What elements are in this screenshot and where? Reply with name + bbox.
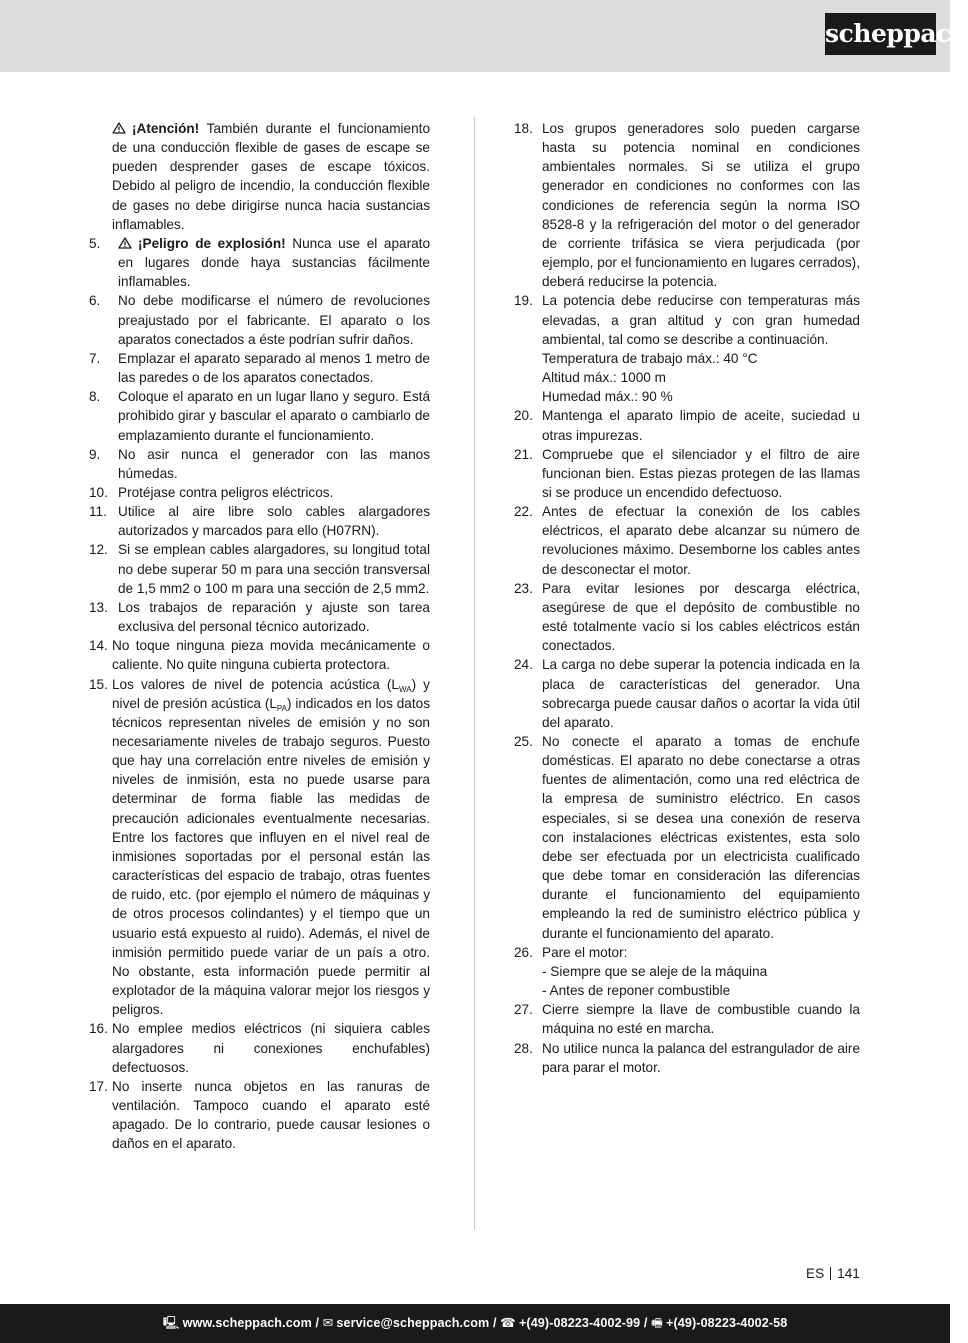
fax-icon: 🖷 [651,1316,664,1330]
item-text: Si se emplean cables alargadores, su longitud total no debe superar 50 m para una sección transversal de 1,5 mm2 o 100 m para una sección de 2,5 mm2. [118,542,430,596]
noise-text-3: ) indicados en los datos técnicos representan niveles de emisión y no son necesariamente niveles de trabajo seguros. Puesto que hay una correlación entre niveles de emisión y niveles de inmisión, esta no puede usarse para determinar de forma fiable las medidas de precaución adicionales eventualmente necesarias. Entre los factores que influyen en el nivel real de inmisiones soportadas por el personal están las características del espacio de trabajo, otras fuentes de ruido, etc. (por ejemplo el número de máquinas y de otros procesos colindantes) y el tiempo que un usuario está expuesto al ruido). Además, el nivel de inmisión permitido puede variar de un país a otro. No obstante, esta información puede permitir al explotador de la máquina valorar mejor los riesgos y peligros. [112,695,430,1018]
max-temperature: Temperatura de trabajo máx.: 40 °C [542,350,758,366]
list-item [89,445,430,483]
item-number: 17. [89,1078,108,1094]
page-number-separator [830,1267,831,1280]
list-item [514,119,860,291]
noise-text-2: ) y nivel de presión acústica (L [112,676,430,711]
email-link[interactable]: service@scheppach.com [336,1316,490,1330]
explosion-text: Nunca use el aparato en lugares donde haya sustancias fácilmente inflamables. [118,235,430,290]
item-text: Cierre siempre la llave de combustible cuando la máquina no esté en marcha. [542,1002,860,1037]
item-text: No debe modificarse el número de revoluciones preajustado por el fabricante. El aparato o los aparatos conectados a éste podrían sufrir daños. [118,293,430,347]
list-item [89,502,430,540]
page-number-value: 141 [837,1266,860,1281]
item-number: 22. [514,504,533,520]
phone-icon: ☎ [500,1316,516,1330]
list-item [514,445,860,502]
item-text: Utilice al aire libre solo cables alargadores autorizados y marcados para ello (H07RN). [118,504,430,539]
max-altitude: Altitud máx.: 1000 m [542,370,666,386]
header-band [0,0,950,72]
item-text: Emplazar el aparato separado al menos 1 metro de las paredes o de los aparatos conectados. [118,350,430,386]
list-item [514,291,860,406]
warning-triangle-icon [112,122,126,134]
item-number: 23. [514,580,533,596]
item-number: 25. [514,734,533,749]
explosion-lead: ¡Peligro de explosión! [138,235,286,251]
item-number: 16. [89,1021,108,1037]
list-item [514,655,860,732]
item-number: 21. [514,446,533,462]
item-text-main: Pare el motor: [542,944,628,960]
item-text [112,675,430,1020]
stop-condition-2: - Antes de reponer combustible [542,983,731,999]
item-text: Mantenga el aparato limpio de aceite, suciedad u otras impurezas. [542,408,860,443]
item-number: 28. [514,1040,533,1056]
website-link[interactable]: www.scheppach.com [182,1316,312,1330]
item-number: 11. [89,504,107,520]
item-text: Los grupos generadores solo pueden cargarse hasta su potencia nominal en condiciones ambientales normales. Si se utiliza el grupo generador en condiciones no conformes con las condiciones de referencia según la norma ISO 8528-8 y la refrigeración del motor o del generador de corriente trifásica se viera perjudicada (por ejemplo, por el funcionamiento en lugares cerrados), deberá reducirse la potencia. [542,121,860,290]
fax-number[interactable]: +(49)-08223-4002-58 [666,1316,788,1330]
item-number: 24. [514,657,533,673]
item-number: 8. [89,389,101,405]
attention-text: También durante el funcionamiento de una conducción flexible de gases de escape se pueden desprender gases de escape tóxicos. Debido al peligro de incendio, la conducción flexible de gases no debe dirigirse nunca hacia sustancias inflamables. [112,121,430,232]
right-column [514,119,860,1077]
list-item [514,732,860,943]
item-number: 12. [89,542,108,558]
footer-separator: / [489,1316,501,1330]
item-text: Coloque el aparato en un lugar llano y seguro. Está prohibido girar y bascular el aparato o cambiarlo de emplazamiento durante el funcionamiento. [118,389,430,443]
noise-sub-pa: PA [276,703,287,713]
warning-triangle-icon [118,237,132,249]
item-number: 6. [89,293,101,309]
left-column [89,119,430,1153]
noise-text-1: Los valores de nivel de potencia acústica (L [112,676,399,692]
item-text [542,291,860,406]
list-item [514,502,860,579]
item-text: Los trabajos de reparación y ajuste son tarea exclusiva del personal técnico autorizado. [118,599,430,635]
attention-lead: ¡Atención! [132,121,200,136]
item-number: 26. [514,944,533,960]
item-text [118,234,430,291]
list-item [89,636,430,674]
page-number [806,1266,860,1282]
list-item [514,579,860,656]
item-text: Protéjase contra peligros eléctricos. [118,484,334,500]
list-item [89,387,430,444]
item-text [542,943,860,1000]
max-humidity: Humedad máx.: 90 % [542,389,673,405]
item-number: 7. [89,350,101,366]
list-item [89,1019,430,1076]
list-item [89,234,430,291]
item-number: 14. [89,638,108,654]
item-text: No utilice nunca la palanca del estrangulador de aire para parar el motor. [542,1040,860,1075]
item-text: No emplee medios eléctricos (ni siquiera cables alargadores ni conexiones enchufables) defectuosos. [112,1021,430,1075]
item-number: 5. [89,235,101,251]
item-number: 9. [89,446,101,462]
list-item [89,349,430,387]
item-text: No inserte nunca objetos en las ranuras de ventilación. Tampoco cuando el aparato esté apagado. De lo contrario, puede causar lesiones o daños en el aparato. [112,1078,430,1152]
list-item [514,943,860,1000]
column-divider [474,117,475,1230]
list-item [89,1077,430,1154]
phone-number[interactable]: +(49)-08223-4002-99 [518,1316,641,1330]
item-text: La carga no debe superar la potencia indicada en la placa de características del generador. Una sobrecarga puede causar daños o acortar la vida útil del aparato. [542,657,860,730]
list-item [89,675,430,1020]
item-number: 18. [514,121,533,136]
footer-separator: / [311,1316,323,1330]
item-number: 10. [89,484,108,500]
language-code: ES [806,1266,825,1281]
list-item [89,483,430,502]
list-item [514,406,860,444]
item-number: 19. [514,293,533,309]
email-icon: ✉ [322,1316,334,1330]
item-text: No toque ninguna pieza movida mecánicamente o caliente. No quite ninguna cubierta protectora. [112,638,430,673]
computer-icon: 🖳 [162,1316,180,1330]
item-number: 15. [89,676,108,692]
noise-sub-wa: WA [398,684,412,694]
item-number: 20. [514,408,533,424]
stop-condition-1: - Siempre que se aleje de la máquina [542,963,768,979]
item-text: No conecte el aparato a tomas de enchufe domésticas. El aparato no debe conectarse a otras fuentes de alimentación, como una red eléctrica de la empresa de suministro eléctrico. En casos especiales, si se desea una conexión de reserva con instalaciones eléctricas existentes, esta solo debe ser efectuada por un electricista cualificado que debe tomar en consideración las diferencias durante el funcionamiento del equipamiento empleando la red de suministro eléctrico pública y durante el funcionamiento del aparato. [542,734,860,941]
list-item [89,540,430,597]
item-number: 13. [89,599,108,615]
list-item [514,1039,860,1077]
exhaust-warning-paragraph [89,119,430,234]
scheppach-logo: scheppach [825,13,936,55]
list-item [89,598,430,636]
item-text: No asir nunca el generador con las manos húmedas. [118,446,430,481]
item-text: Compruebe que el silenciador y el filtro de aire funcionan bien. Estas piezas protegen de las llamas si se produce un encendido defectuoso. [542,446,860,500]
item-text: Para evitar lesiones por descarga eléctrica, asegúrese de que el depósito de combustible no esté totalmente vacío si los cables eléctricos están conectados. [542,580,860,654]
item-text-main: La potencia debe reducirse con temperaturas más elevadas, a gran altitud y con gran humedad ambiental, tal como se describe a continuación. [542,293,860,347]
item-number: 27. [514,1002,533,1018]
contact-footer [0,1304,950,1343]
item-text: Antes de efectuar la conexión de los cables eléctricos, el aparato debe alcanzar su número de revoluciones máximo. Desemborne los cables antes de desconectar el motor. [542,504,860,577]
list-item [514,1000,860,1038]
list-item [89,291,430,348]
footer-separator: / [640,1316,652,1330]
